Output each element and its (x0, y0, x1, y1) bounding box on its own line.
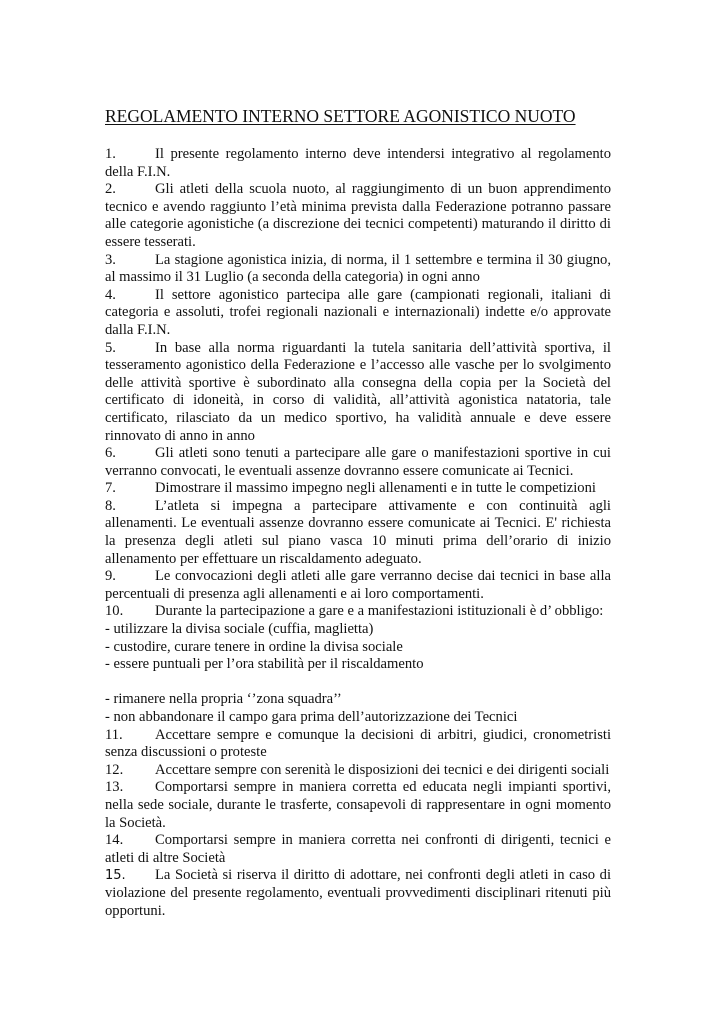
item-text: Accettare sempre e comunque la decisioni di arbitri, giudici, cronometristi senza discussioni o proteste (105, 726, 611, 761)
item-number: 3. (105, 251, 116, 268)
item-number: 8. (105, 497, 116, 514)
regulation-item (105, 287, 611, 340)
item-text: Gli atleti della scuola nuoto, al raggiungimento di un buon apprendimento tecnico e avendo raggiunto l’età minima prevista dalla Federazione potranno passare alle categorie agonistiche (a discrezione dei tecnici competenti) maturando il diritto di essere tesserati. (105, 181, 611, 250)
item-number: 7. (105, 480, 116, 497)
regulation-body (105, 146, 611, 920)
item-text: Accettare sempre con serenità le disposizioni dei tecnici e dei dirigenti sociali (155, 761, 610, 778)
item-number: 6. (105, 445, 116, 462)
obligation-bullet: - non abbandonare il campo gara prima dell’autorizzazione dei Tecnici (105, 709, 518, 725)
regulation-item (105, 340, 611, 446)
item-number: 12. (105, 761, 124, 778)
item-number: 13. (105, 779, 124, 796)
regulation-item (105, 445, 611, 480)
item-number: 4. (105, 286, 116, 303)
item-text: Gli atleti sono tenuti a partecipare alle gare o manifestazioni sportive in cui verranno convocati, le eventuali assenze dovranno essere comunicate ai Tecnici. (105, 445, 611, 479)
obligation-list-1 (105, 621, 611, 674)
item-text: Le convocazioni degli atleti alle gare verranno decise dai tecnici in base alla percentuali di presenza agli allenamenti e ai loro comportamenti. (105, 568, 611, 602)
obligation-bullet: - utilizzare la divisa sociale (cuffia, maglietta) (105, 621, 374, 638)
item-number: 11. (105, 726, 123, 743)
regulation-item (105, 762, 611, 780)
regulation-item (105, 727, 611, 762)
item-number: 5. (105, 339, 116, 356)
regulation-item (105, 498, 611, 568)
regulation-item (105, 603, 611, 621)
item-number: 2. (105, 181, 116, 198)
regulation-item (105, 146, 611, 181)
item-text: Il settore agonistico partecipa alle gare (campionati regionali, italiani di categoria e assoluti, trofei regionali nazionali e internazionali) indette e/o approvate dalla F.I.N. (105, 286, 611, 338)
regulation-item (105, 480, 611, 498)
item-text: La Società si riserva il diritto di adottare, nei confronti degli atleti in caso di violazione del presente regolamento, eventuali provvedimenti disciplinari ritenuti più opportuni. (105, 867, 611, 919)
item-number: 1. (105, 146, 116, 162)
item-text: Comportarsi sempre in maniera corretta nei confronti di dirigenti, tecnici e atleti di altre Società (105, 832, 611, 866)
obligation-list-2 (105, 691, 611, 726)
regulation-item (105, 568, 611, 603)
regulation-item (105, 252, 611, 287)
blank-line (105, 674, 611, 692)
regulation-item (105, 832, 611, 867)
item-text: L’atleta si impegna a partecipare attivamente e con continuità agli allenamenti. Le eventuali assenze dovranno essere comunicate ai Tecnici. E' richiesta la presenza degli atleti sul piano vasca 10 minuti prima dell’orario di inizio allenamento per effettuare un riscaldamento adeguato. (105, 497, 611, 567)
document-title: REGOLAMENTO INTERNO SETTORE AGONISTICO NUOTO (105, 106, 576, 126)
obligation-bullet: - essere puntuali per l’ora stabilità per il riscaldamento (105, 656, 424, 673)
item-text: Durante la partecipazione a gare e a manifestazioni istituzionali è d’ obbligo: (155, 603, 604, 620)
regulation-items-1-10 (105, 146, 611, 621)
item-text: Il presente regolamento interno deve intendersi integrativo al regolamento della F.I.N. (105, 146, 611, 180)
item-number: 10. (105, 603, 124, 620)
item-number: 15. (105, 868, 126, 884)
obligation-bullet: - rimanere nella propria ‘’zona squadra’’ (105, 691, 342, 708)
item-text: Comportarsi sempre in maniera corretta ed educata negli impianti sportivi, nella sede sociale, durante le trasferte, consapevoli di rappresentare in ogni momento la Società. (105, 779, 611, 831)
item-number: 9. (105, 568, 116, 585)
regulation-item (105, 181, 611, 251)
regulation-item (105, 779, 611, 832)
item-text: Dimostrare il massimo impegno negli allenamenti e in tutte le competizioni (155, 480, 596, 497)
item-text: La stagione agonistica inizia, di norma, il 1 settembre e termina il 30 giugno, al massimo il 31 Luglio (a seconda della categoria) in ogni anno (105, 251, 611, 286)
obligation-bullet: - custodire, curare tenere in ordine la divisa sociale (105, 638, 403, 655)
item-text: In base alla norma riguardanti la tutela sanitaria dell’attività sportiva, il tesseramento agonistico della Federazione e l’accesso alle vasche per lo svolgimento delle attività sportive è subordinato alla consegna della copia per la Società del certificato di idoneità, in corso di validità, all’attività agonistica natatoria, tale certificato, rilasciato da un medico sportivo, ha validità annuale e deve essere rinnovato di anno in anno (105, 339, 611, 444)
regulation-items-11-15 (105, 727, 611, 921)
regulation-item (105, 867, 611, 920)
item-number: 14. (105, 832, 124, 849)
